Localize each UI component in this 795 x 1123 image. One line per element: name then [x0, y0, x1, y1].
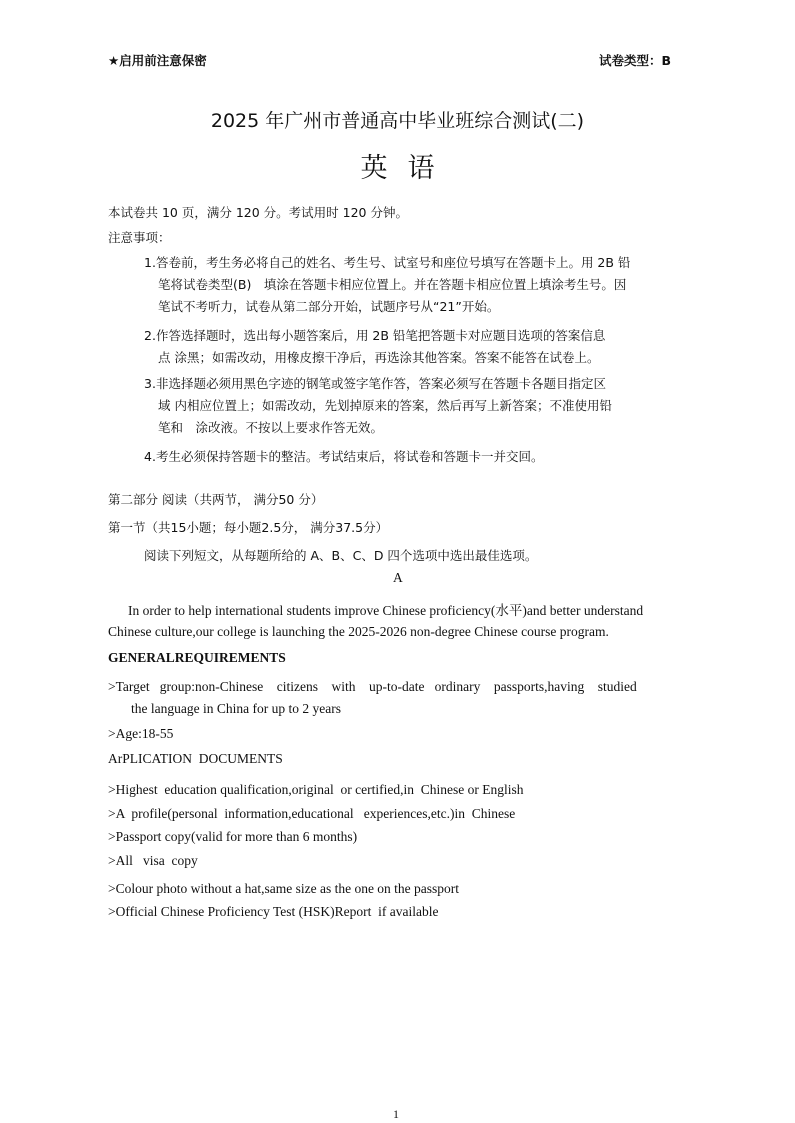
- part-two-heading: 第二部分 阅读（共两节， 满分50 分）: [108, 492, 324, 507]
- note-item-1: [144, 252, 689, 318]
- note-line: 域 内相应位置上；如需改动，先划掉原来的答案，然后再写上新答案；不准使用铅: [158, 398, 612, 413]
- note-line: 考生必须保持答题卡的整洁。考试结束后，将试卷和答题卡一并交回。: [155, 449, 544, 464]
- document-item: >Official Chinese Proficiency Test (HSK)Report if available: [108, 904, 439, 919]
- application-documents-heading: ArPLICATION DOCUMENTS: [108, 751, 283, 766]
- subject-title: 英语: [360, 153, 455, 184]
- note-line: 笔试不考听力，试卷从第二部分开始，试题序号从“21”开始。: [158, 299, 500, 314]
- note-line: 笔和 涂改液。不按以上要求作答无效。: [158, 420, 384, 435]
- document-item: >Colour photo without a hat,same size as the one on the passport: [108, 881, 460, 896]
- note-item-2: [144, 325, 689, 369]
- page-number: 1: [393, 1107, 399, 1121]
- requirement-target-line: >Target group:non-Chinese citizens with up-to-date ordinary passports,having studied: [108, 679, 637, 694]
- general-requirements-heading: GENERALREQUIREMENTS: [108, 650, 286, 665]
- document-item: >Highest education qualification,original or certified,in Chinese or English: [108, 782, 524, 797]
- note-line: 点 涂黑；如需改动，用橡皮擦干净后，再选涂其他答案。答案不能答在试卷上。: [158, 350, 600, 365]
- notes-heading: 注意事项：: [108, 230, 171, 245]
- exam-title: 2025 年广州市普通高中毕业班综合测试(二): [210, 110, 585, 132]
- passage-paragraph-line: Chinese culture,our college is launching the 2025-2026 non-degree Chinese course program.: [108, 624, 609, 639]
- passage-letter: A: [393, 570, 403, 585]
- document-item: >Passport copy(valid for more than 6 months): [108, 829, 358, 844]
- note-number: 2.: [144, 328, 156, 343]
- note-line: 作答选择题时，选出每小题答案后，用 2B 铅笔把答题卡对应题目选项的答案信息: [155, 328, 606, 343]
- note-line: 笔将试卷类型(B) 填涂在答题卡相应位置上。并在答题卡相应位置上填涂考生号。因: [158, 277, 627, 292]
- paper-type-label: 试卷类型：B: [599, 53, 672, 68]
- note-number: 1.: [144, 255, 156, 270]
- confidential-label: ★启用前注意保密: [108, 53, 207, 68]
- exam-intro: 本试卷共 10 页，满分 120 分。考试用时 120 分钟。: [108, 205, 408, 220]
- reading-instruction: 阅读下列短文，从每题所给的 A、B、C、D 四个选项中选出最佳选项。: [144, 548, 538, 563]
- requirement-target-line: the language in China for up to 2 years: [131, 701, 341, 716]
- document-item: >All visa copy: [108, 853, 198, 868]
- section-one-heading: 第一节（共15小题；每小题2.5分， 满分37.5分）: [108, 520, 389, 535]
- document-item: >A profile(personal information,educational experiences,etc.)in Chinese: [108, 806, 516, 821]
- note-item-4: [144, 446, 689, 468]
- note-line: 非选择题必须用黑色字迹的钢笔或签字笔作答，答案必须写在答题卡各题目指定区: [155, 376, 606, 391]
- note-number: 3.: [144, 376, 156, 391]
- passage-paragraph-line: In order to help international students improve Chinese proficiency(水平)and better understand: [128, 603, 644, 618]
- requirement-age: >Age:18-55: [108, 726, 174, 741]
- note-number: 4.: [144, 449, 156, 464]
- note-line: 答卷前，考生务必将自己的姓名、考生号、试室号和座位号填写在答题卡上。用 2B 铅: [155, 255, 631, 270]
- note-item-3: [144, 373, 689, 439]
